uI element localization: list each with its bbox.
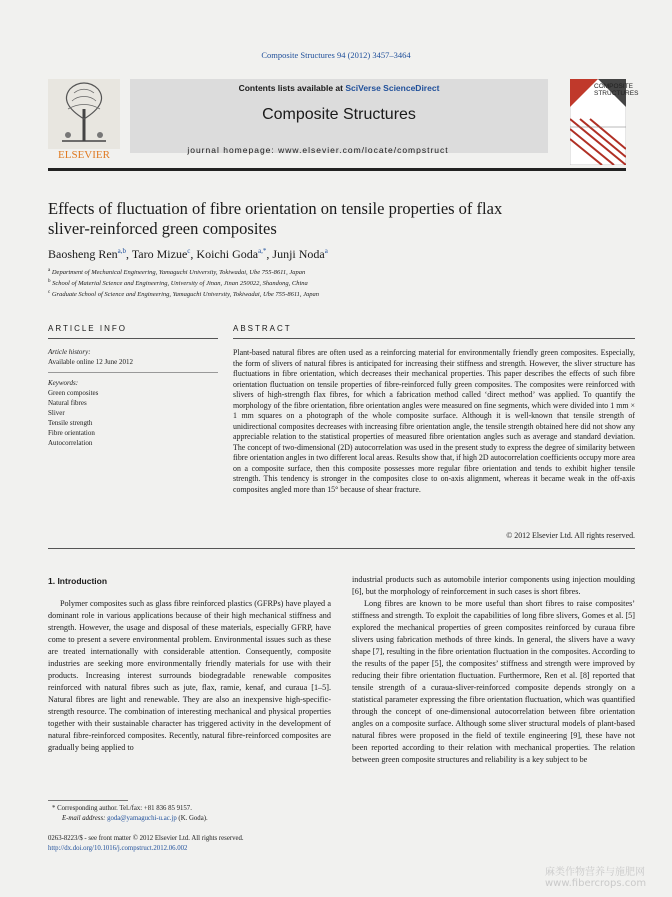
abstract-text: Plant-based natural fibres are often used as a reinforcing material for environmentally friendly green composites. Especially, the form of slivers of natural fibres is anticipated for increasing their stiffness and strength. However, the sliver structure has fluctuations in fibre orientation, which decreases their mechanical properties. This paper describes the effects of such fibre orientation fluctuation on tensile properties of fibre-reinforced fully green composites. The composites were reinforced with slivers of high-strength flax fibres, for which a fabrication method called ‘direct method’ was applied. To quantify the morphology of the fibre orientation, fibre orientation angles were measured on fine segments, which were divided into 1 mm × 1 mm squares on a photograph of the whole composite surface. Although it is well-known that tensile strength of unidirectional composites decreases with increasing fibre orientation angle, the tensile strength obtained here did not show any appreciable relation to the statistical properties of measured fibre orientation angles such as average and standard deviation. The concept of two-dimensional (2D) autocorrelation was used in the present study to express the degree of similarity between fibre orientation angles in two different local areas. Results show that, if high 2D autocorrelation coefficients occupy more area on a composite surface, then this composite possesses more regular fibre orientation and tends to exhibit higher tensile strength. This tendency is stronger in the composites close to on-axis alignment, whereas it became weak in the off-axis composites angled more than 15° because of shear fracture. xyxy=(233,348,635,494)
author-name: Taro Mizue xyxy=(131,247,188,261)
keyword: Natural fibres xyxy=(48,399,87,407)
banner-center xyxy=(130,79,548,153)
cover-title-line2: STRUCTURES xyxy=(594,90,639,97)
author-sup[interactable]: a xyxy=(324,247,328,255)
paragraph: Long fibres are known to be more useful than short fibres to raise composites’ stiffness and strength. To exploit the capabilities of long fibre slivers, Gomes et al. [5] explored the mechanical properties of green composites reinforced by curaua fibre slivers using fabrication methods of three kinds. In general, the slivers have a wavy shape [7], resulting in the fibre orientation fluctuation in the composites. According to the results of the paper [5], the composites’ stiffness and strength were improved by reducing their fibre orientation fluctuation. Furthermore, Ren et al. [8] reported that tensile strength of a curaua-sliver-reinforced composite depends strongly on a statistical parameter expressing the fibre orientation fluctuation, which was quantified through the concept of one-dimensional autocorrelation between fibre orientation angles on a composite surface. Although some sliver structural models of plant-based natural fibres were proposed in the field of textile engineering [9], these have not been reported according to their relation with mechanical properties. The relation between green composite structures and reliability is a key subject to be xyxy=(352,599,635,764)
author-sup[interactable]: a,b xyxy=(117,247,127,255)
history-label: Article history: xyxy=(48,348,91,356)
header-rule xyxy=(48,168,626,171)
author[interactable] xyxy=(272,247,327,261)
contents-prefix: Contents lists available at xyxy=(238,83,346,93)
journal-banner xyxy=(48,79,639,165)
publisher-name: ELSEVIER xyxy=(58,149,110,161)
issn-line: 0263-8223/$ - see front matter © 2012 Elsevier Ltd. All rights reserved. xyxy=(48,835,244,842)
journal-name: Composite Structures xyxy=(262,106,416,123)
paragraph: Polymer composites such as glass fibre reinforced plastics (GFRPs) have played a dominant role in various applications because of their high mechanical stiffness and strength. However, the usage and disposal of these materials, especially GFRP, have come to present a severe environmental problem. Environmental issues such as these are treated internationally with considerable attention. Consequently, composite industries are seeking more environmentally friendly materials for use with their products. Increasing interest surrounds biodegradable renewable composites reinforced with natural fibres such as jute, flax, ramie, kenaf, and curaua [1–5]. Natural fibres are light and renewable. They are also an inexpensive high-specific-strength resource. The combination of interesting mechanical and physical properties together with their sustainable character has triggered activity in the development of natural fibre-reinforced composites. Recently, natural fibre-reinforced composites are gradually being applied to xyxy=(48,599,331,752)
email-link[interactable]: goda@yamaguchi-u.ac.jp xyxy=(107,815,177,822)
author-name: Junji Noda xyxy=(272,247,325,261)
abstract-rule xyxy=(233,338,635,339)
sciencedirect-link[interactable]: SciVerse ScienceDirect xyxy=(345,83,440,93)
email-label: E-mail address: xyxy=(62,815,108,822)
history-value: Available online 12 June 2012 xyxy=(48,358,134,366)
footnote-rule xyxy=(48,800,128,801)
affiliation-text: School of Material Science and Engineering, University of Jinan, Jinan 250022, Shandong, China xyxy=(52,280,308,288)
publication-info xyxy=(48,834,448,854)
footnote xyxy=(52,804,342,824)
left-column xyxy=(48,598,331,754)
journal-citation[interactable]: Composite Structures 94 (2012) 3457–3464 xyxy=(261,50,411,60)
elsevier-tree-icon xyxy=(48,79,120,149)
homepage-label: journal homepage: xyxy=(187,145,279,155)
author[interactable] xyxy=(196,247,266,261)
affiliation-text: Department of Mechanical Engineering, Yamaguchi University, Tokiwadai, Ube 755-8611, Japan xyxy=(51,269,306,277)
elsevier-logo xyxy=(48,79,120,165)
cover-title xyxy=(594,83,638,97)
title-line2: sliver-reinforced green composites xyxy=(48,219,277,238)
keyword: Fibre orientation xyxy=(48,429,95,437)
author-sup[interactable]: a,* xyxy=(258,247,267,255)
title-line1: Effects of fluctuation of fibre orientation on tensile properties of flax xyxy=(48,199,503,218)
author[interactable] xyxy=(132,247,191,261)
author-list: Baosheng Ren$^{a,b}$, Taro Mizue$^c$, Koichi Goda$^{a,*}$, Junji Noda$^a$ xyxy=(48,247,328,261)
copyright: © 2012 Elsevier Ltd. All rights reserved. xyxy=(506,531,635,540)
affiliation xyxy=(48,290,608,298)
info-rule xyxy=(48,338,218,339)
abstract-bottom-rule xyxy=(48,548,635,549)
keywords-label: Keywords: xyxy=(48,379,79,387)
author[interactable] xyxy=(48,247,126,261)
corresponding-author: * Corresponding author. Tel./fax: +81 836 85 9157. xyxy=(52,805,192,812)
author-sup[interactable]: c xyxy=(187,247,191,255)
keyword: Sliver xyxy=(48,409,65,417)
paragraph: industrial products such as automobile interior components using injection moulding [6], but the morphology of reinforcement in such cases is short fibres. xyxy=(352,575,635,596)
author-name: Baosheng Ren xyxy=(48,247,118,261)
info-divider xyxy=(48,372,218,373)
section-heading: 1. Introduction xyxy=(48,576,108,586)
cover-title-line1: COMPOSITE xyxy=(594,83,634,90)
doi-link[interactable]: http://dx.doi.org/10.1016/j.compstruct.2012.06.002 xyxy=(48,845,188,852)
contents-line xyxy=(130,83,548,93)
author-name: Koichi Goda xyxy=(196,247,259,261)
affiliation-text: Graduate School of Science and Engineering, Yamaguchi University, Tokiwadai, Ube 755-8611, Japan xyxy=(51,291,319,299)
homepage-line xyxy=(168,145,468,155)
affiliation-sup: a xyxy=(48,268,51,273)
affiliation-sup: b xyxy=(48,279,51,284)
keyword: Tensile strength xyxy=(48,419,93,427)
keyword: Green composites xyxy=(48,389,99,397)
affiliation xyxy=(48,268,608,276)
email-suffix: (K. Goda). xyxy=(176,815,208,822)
journal-cover xyxy=(570,79,639,165)
keyword: Autocorrelation xyxy=(48,439,93,447)
keywords-block xyxy=(48,378,208,448)
article-history xyxy=(48,347,208,367)
article-title xyxy=(48,199,608,239)
affiliation xyxy=(48,279,608,287)
article-info-heading: ARTICLE INFO xyxy=(48,324,127,333)
watermark: 麻类作物营养与施肥网 www.fibercrops.com xyxy=(545,867,647,889)
abstract-heading: ABSTRACT xyxy=(233,324,292,333)
homepage-link[interactable]: www.elsevier.com/locate/compstruct xyxy=(278,145,449,155)
right-column xyxy=(352,574,635,766)
affiliation-sup: c xyxy=(48,290,51,295)
